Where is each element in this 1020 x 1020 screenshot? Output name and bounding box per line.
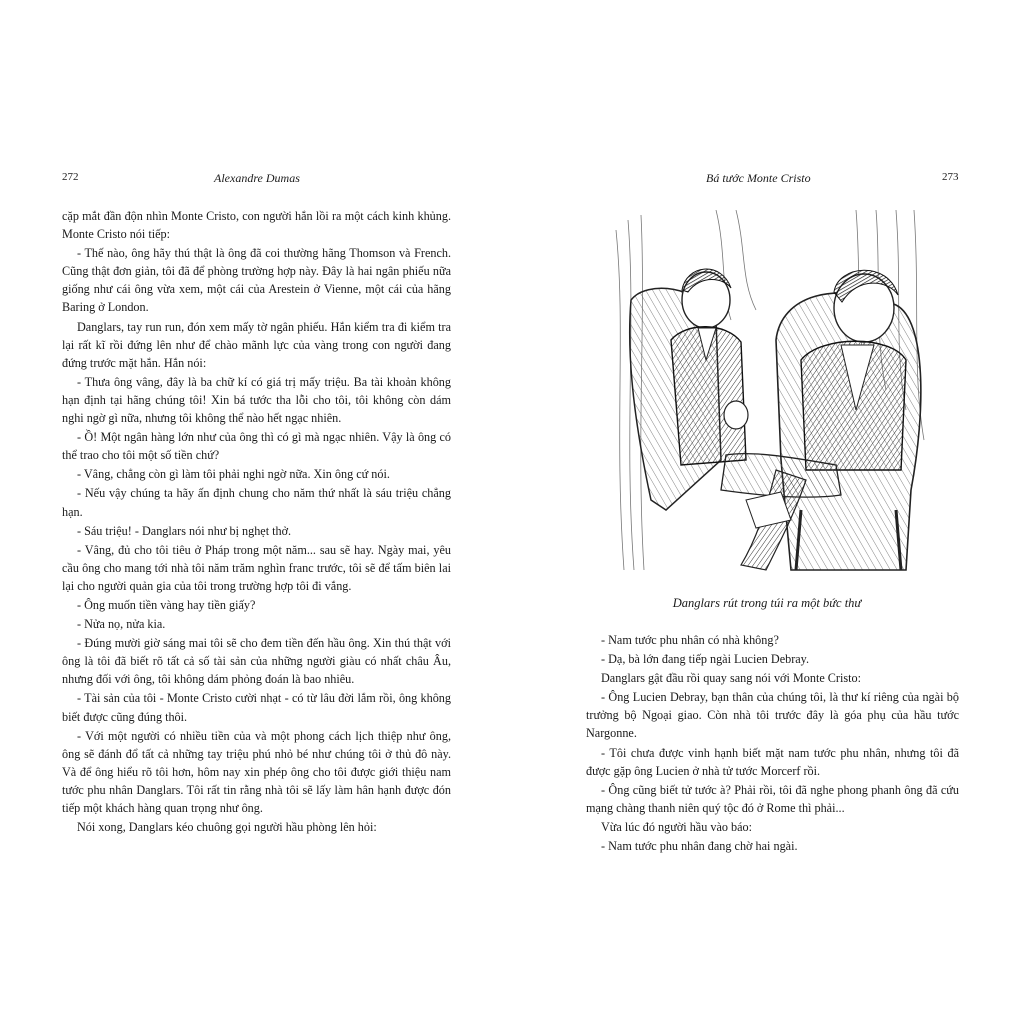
paragraph: - Vâng, chẳng còn gì làm tôi phải nghi ngờ nữa. Xin ông cứ nói. <box>77 467 390 482</box>
right-page-body <box>586 631 959 856</box>
paragraph: - Ông muốn tiền vàng hay tiền giấy? <box>77 597 256 612</box>
paragraph: - Nam tước phu nhân có nhà không? <box>601 633 779 647</box>
page-number-left: 272 <box>62 171 79 183</box>
running-head-right: Bá tước Monte Cristo <box>706 171 811 185</box>
paragraph: - Đúng mười giờ sáng mai tôi sẽ cho đem tiền đến hầu ông. Xin thú thật với ông là tôi đã biết rõ tất cả số tài sản của những người giàu có nhất châu Âu, nhưng đối với ông, tôi không dám phỏng đoán là bao nhiêu. <box>62 636 451 687</box>
paragraph: - Ồ! Một ngân hàng lớn như của ông thì có gì mà ngạc nhiên. Vậy là ông có thể trao cho tôi một số tiền chứ? <box>62 430 451 463</box>
running-head-left: Alexandre Dumas <box>214 171 300 185</box>
paragraph: - Thế nào, ông hãy thú thật là ông đã coi thường hãng Thomson và French. Cũng thật đơn giản, tôi đã để phòng trường hợp này. Đây là hai ngân phiếu nữa giống như cái ông vừa xem, một cái của Arestein ở Vienne, một cái của hãng Baring ở London. <box>62 246 451 315</box>
paragraph: - Thưa ông vâng, đây là ba chữ kí có giá trị mấy triệu. Ba tài khoản không hạn định tại hãng chúng tôi! Xin bá tước tha lỗi cho tôi, tôi không còn dám nghi ngờ gì nữa, nhưng tôi không thể nào hết ngạc nhiên. <box>62 374 451 426</box>
page-number-right: 273 <box>942 171 959 183</box>
left-page-body <box>62 207 451 837</box>
paragraph: - Tài sản của tôi - Monte Cristo cười nhạt - có từ lâu đời lắm rồi, ông không biết được cũng đúng thôi. <box>62 691 451 724</box>
paragraph: - Tôi chưa được vinh hạnh biết mặt nam tước phu nhân, nhưng tôi đã được gặp ông Lucien ở nhà tử tước Morcerf rồi. <box>586 745 959 778</box>
paragraph: - Nam tước phu nhân đang chờ hai ngài. <box>601 839 798 854</box>
paragraph: - Vâng, đủ cho tôi tiêu ở Pháp trong một năm... sau sẽ hay. Ngày mai, yêu cầu ông cho mang tới nhà tôi năm trăm nghìn franc trước, tôi sẽ để tấm biên lai lại cho người quản gia của tôi trong trường hợp tôi đi vắng. <box>62 542 451 593</box>
paragraph: Vừa lúc đó người hầu vào báo: <box>601 819 752 834</box>
paragraph: - Ông cũng biết tử tước à? Phải rồi, tôi đã nghe phong phanh ông đã cứu mạng chàng thanh niên quý tộc đó ở Rome thì phải... <box>586 782 959 815</box>
paragraph: Danglars gật đầu rồi quay sang nói với Monte Cristo: <box>601 671 861 686</box>
paragraph: Danglars, tay run run, đón xem mấy tờ ngân phiếu. Hắn kiểm tra đi kiểm tra lại rất kĩ rồi đứng lên như để chào mãnh lực của vàng trong con người đang đứng trước mặt hắn. Hắn nói: <box>62 319 451 370</box>
paragraph: - Sáu triệu! - Danglars nói như bị nghẹt thở. <box>77 523 292 538</box>
right-page <box>510 0 1020 1020</box>
illustration-caption: Danglars rút trong túi ra một bức thư <box>672 596 862 610</box>
paragraph: - Ông Lucien Debray, bạn thân của chúng tôi, là thư kí riêng của ngài bộ trưởng bộ Ngoại giao. Còn nhà tôi trước đây là góa phụ của hầu tước Nargonne. <box>586 690 959 741</box>
paragraph: Nói xong, Danglars kéo chuông gọi người hầu phòng lên hỏi: <box>77 820 377 835</box>
engraving-illustration <box>606 210 928 578</box>
paragraph: - Với một người có nhiều tiền của và một phong cách lịch thiệp như ông, ông sẽ đánh đổ tất cả những tay triệu phú nhỏ bé như chúng tôi ở thủ đô này. Và để ông hiểu rõ tôi hơn, hôm nay xin phép ông cho tôi được giới thiệu nam tước phu nhân Danglars. Tôi rất tin rằng nhà tôi sẽ lấy làm hân hạnh được đón tiếp một khách hàng quan trọng như ông. <box>62 728 451 815</box>
paragraph: cặp mắt đần độn nhìn Monte Cristo, con người hắn lồi ra một cách kinh khủng. Monte Cristo nói tiếp: <box>62 209 451 242</box>
paragraph: - Nếu vậy chúng ta hãy ấn định chung cho năm thứ nhất là sáu triệu chẳng hạn. <box>62 486 451 519</box>
paragraph: - Dạ, bà lớn đang tiếp ngài Lucien Debray. <box>601 652 810 667</box>
paragraph: - Nửa nọ, nửa kia. <box>77 617 166 632</box>
